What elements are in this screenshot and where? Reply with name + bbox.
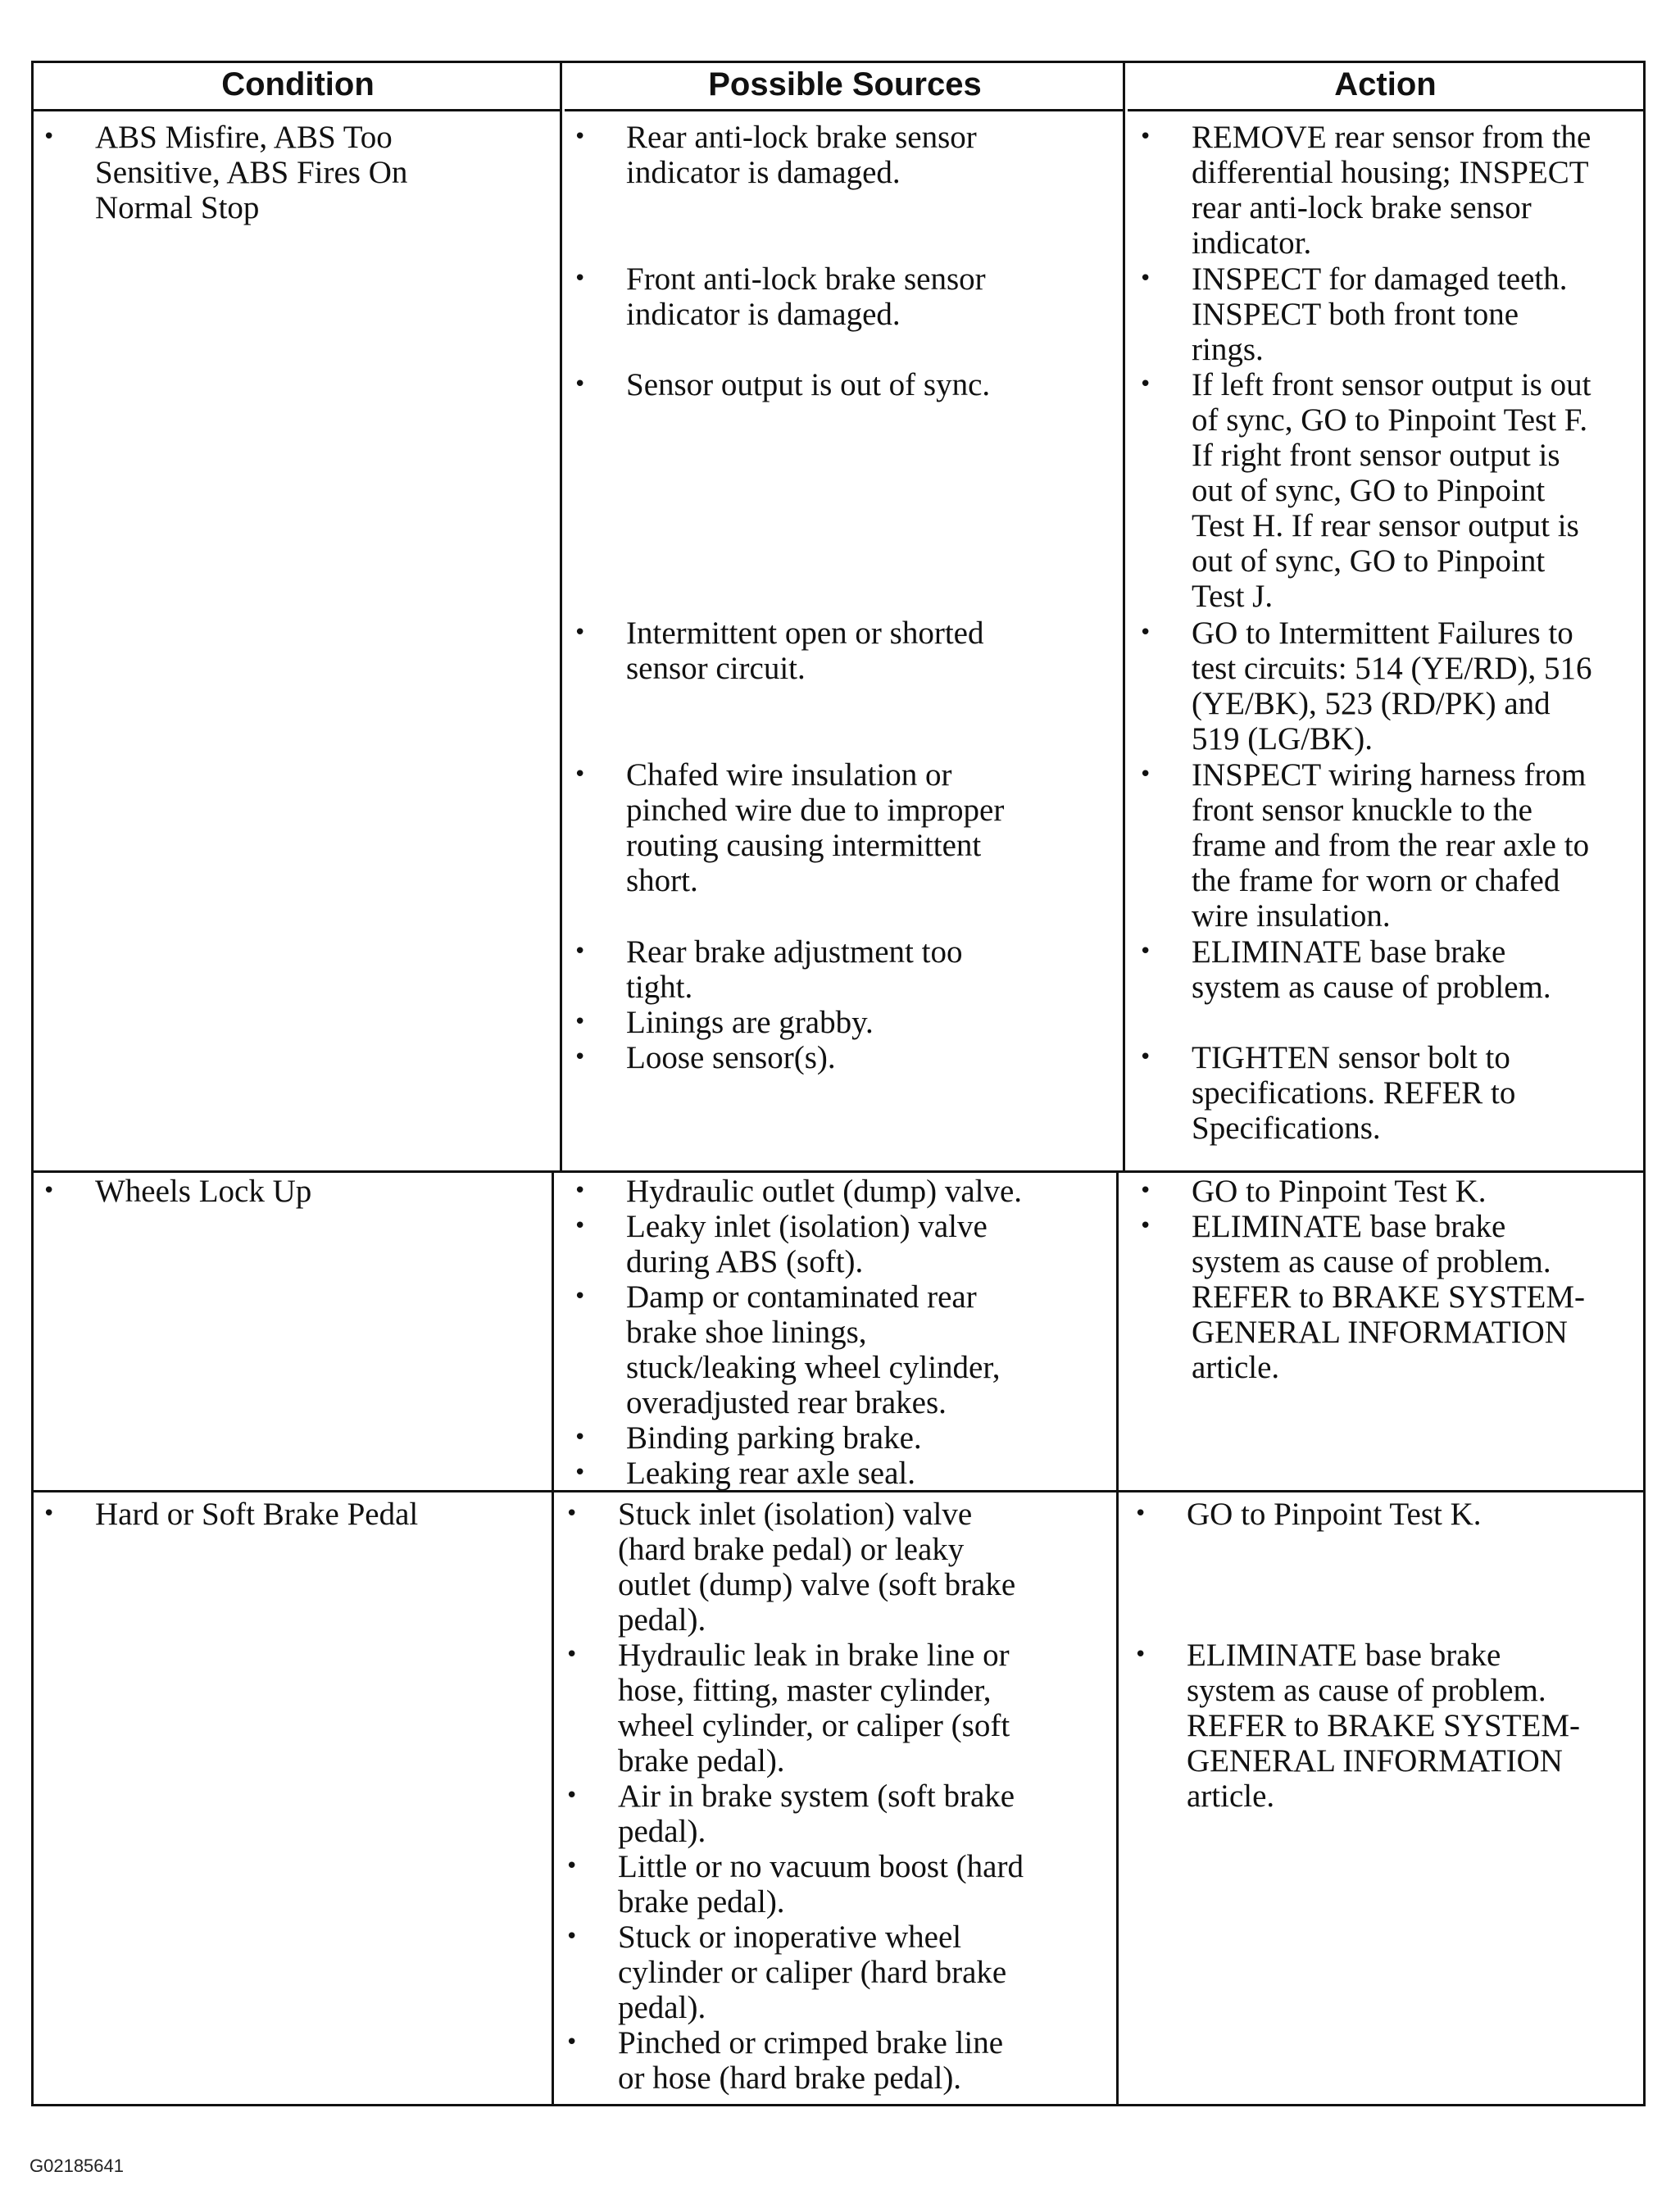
bullet-marker: • xyxy=(574,1461,587,1485)
text-line: Leaky inlet (isolation) valve xyxy=(626,1209,988,1244)
source-item xyxy=(565,1920,1006,2025)
figure-caption: G02185641 xyxy=(30,2156,124,2176)
source-item xyxy=(574,1420,922,1456)
bullet-marker: • xyxy=(574,1425,587,1450)
text-line: brake pedal). xyxy=(618,1884,785,1920)
action-item xyxy=(1139,757,1589,934)
action-item xyxy=(1139,616,1592,756)
text-line: INSPECT wiring harness from xyxy=(1192,757,1587,793)
text-line: Wheels Lock Up xyxy=(95,1174,312,1209)
text-line: tight. xyxy=(626,970,693,1005)
text-line: Intermittent open or shorted xyxy=(626,616,984,651)
bullet-marker: • xyxy=(574,266,587,291)
text-line: GENERAL INFORMATION xyxy=(1187,1743,1563,1779)
text-line: routing causing intermittent xyxy=(626,828,982,863)
text-line: GO to Intermittent Failures to xyxy=(1192,616,1573,651)
bullet-marker: • xyxy=(1134,1502,1147,1526)
text-line: (YE/BK), 523 (RD/PK) and xyxy=(1192,686,1551,721)
source-item xyxy=(574,1279,1001,1420)
bullet-marker: • xyxy=(574,372,587,397)
bullet-marker: • xyxy=(565,1854,579,1879)
text-line: Binding parking brake. xyxy=(626,1420,922,1456)
text-line: out of sync, GO to Pinpoint xyxy=(1192,473,1546,508)
header-possible-sources: Possible Sources xyxy=(565,61,1125,111)
bullet-marker: • xyxy=(574,1045,587,1070)
text-line: ELIMINATE base brake xyxy=(1192,934,1506,970)
text-line: INSPECT both front tone xyxy=(1192,297,1519,332)
text-line: pedal). xyxy=(618,1990,706,2025)
text-line: GENERAL INFORMATION xyxy=(1192,1315,1568,1350)
text-line: front sensor knuckle to the xyxy=(1192,793,1532,828)
source-item xyxy=(565,2025,1003,2096)
text-line: REMOVE rear sensor from the xyxy=(1192,120,1591,155)
text-line: Rear anti-lock brake sensor xyxy=(626,120,977,155)
text-line: If left front sensor output is out xyxy=(1192,367,1591,402)
column-divider-1-lower xyxy=(552,1173,554,2106)
text-line: Test J. xyxy=(1192,579,1274,614)
text-line: REFER to BRAKE SYSTEM- xyxy=(1192,1279,1585,1315)
text-line: Chafed wire insulation or xyxy=(626,757,952,793)
text-line: rings. xyxy=(1192,332,1264,367)
source-item xyxy=(574,1040,836,1075)
bullet-marker: • xyxy=(565,2030,579,2055)
text-line: wheel cylinder, or caliper (soft xyxy=(618,1708,1010,1743)
bullet-marker: • xyxy=(1139,1214,1152,1238)
text-line: If right front sensor output is xyxy=(1192,438,1560,473)
text-line: Hard or Soft Brake Pedal xyxy=(95,1497,419,1532)
text-line: ELIMINATE base brake xyxy=(1187,1638,1501,1673)
condition-item xyxy=(43,120,407,225)
text-line: out of sync, GO to Pinpoint xyxy=(1192,543,1546,579)
bullet-marker: • xyxy=(1139,939,1152,964)
bullet-marker: • xyxy=(574,762,587,787)
bullet-marker: • xyxy=(574,125,587,149)
text-line: Air in brake system (soft brake xyxy=(618,1779,1015,1814)
bullet-marker: • xyxy=(1139,266,1152,291)
action-item xyxy=(1134,1638,1580,1814)
text-line: Front anti-lock brake sensor xyxy=(626,261,986,297)
text-line: article. xyxy=(1192,1350,1280,1385)
source-item xyxy=(565,1849,1024,1920)
text-line: Sensor output is out of sync. xyxy=(626,367,991,402)
condition-item xyxy=(43,1174,311,1209)
condition-item xyxy=(43,1497,418,1532)
action-item xyxy=(1139,1209,1585,1385)
bullet-marker: • xyxy=(1139,372,1152,397)
text-line: GO to Pinpoint Test K. xyxy=(1192,1174,1487,1209)
text-line: test circuits: 514 (YE/RD), 516 xyxy=(1192,651,1592,686)
source-item xyxy=(574,120,977,190)
bullet-marker: • xyxy=(43,125,56,149)
text-line: REFER to BRAKE SYSTEM- xyxy=(1187,1708,1580,1743)
text-line: stuck/leaking wheel cylinder, xyxy=(626,1350,1001,1385)
text-line: Stuck inlet (isolation) valve xyxy=(618,1497,973,1532)
source-item xyxy=(574,1005,874,1040)
text-line: of sync, GO to Pinpoint Test F. xyxy=(1192,402,1588,438)
bullet-marker: • xyxy=(574,1179,587,1203)
text-line: Hydraulic leak in brake line or xyxy=(618,1638,1010,1673)
text-line: system as cause of problem. xyxy=(1187,1673,1546,1708)
bullet-marker: • xyxy=(565,1642,579,1667)
text-line: Damp or contaminated rear xyxy=(626,1279,977,1315)
text-line: Sensitive, ABS Fires On xyxy=(95,155,408,190)
text-line: GO to Pinpoint Test K. xyxy=(1187,1497,1482,1532)
text-line: pedal). xyxy=(618,1814,706,1849)
text-line: article. xyxy=(1187,1779,1275,1814)
text-line: system as cause of problem. xyxy=(1192,970,1551,1005)
bullet-marker: • xyxy=(574,939,587,964)
action-item xyxy=(1139,1174,1487,1209)
source-item xyxy=(565,1497,1015,1638)
column-divider-1-upper xyxy=(560,61,562,1173)
text-line: pedal). xyxy=(618,1602,706,1638)
header-condition: Condition xyxy=(34,61,562,111)
source-item xyxy=(574,1209,988,1279)
text-line: indicator is damaged. xyxy=(626,155,901,190)
source-item xyxy=(574,616,983,686)
text-line: frame and from the rear axle to xyxy=(1192,828,1590,863)
text-line: wire insulation. xyxy=(1192,898,1391,934)
text-line: overadjusted rear brakes. xyxy=(626,1385,947,1420)
text-line: cylinder or caliper (hard brake xyxy=(618,1955,1007,1990)
text-line: rear anti-lock brake sensor xyxy=(1192,190,1532,225)
source-item xyxy=(574,934,962,1005)
text-line: specifications. REFER to xyxy=(1192,1075,1516,1111)
source-item xyxy=(565,1638,1010,1779)
text-line: Test H. If rear sensor output is xyxy=(1192,508,1579,543)
text-line: outlet (dump) valve (soft brake xyxy=(618,1567,1016,1602)
bullet-marker: • xyxy=(1139,620,1152,645)
text-line: short. xyxy=(626,863,698,898)
column-divider-2-upper xyxy=(1123,61,1125,1173)
text-line: indicator. xyxy=(1192,225,1312,261)
bullet-marker: • xyxy=(574,1214,587,1238)
bullet-marker: • xyxy=(565,1924,579,1949)
text-line: pinched wire due to improper xyxy=(626,793,1005,828)
text-line: TIGHTEN sensor bolt to xyxy=(1192,1040,1510,1075)
text-line: hose, fitting, master cylinder, xyxy=(618,1673,992,1708)
bullet-marker: • xyxy=(1134,1642,1147,1667)
bullet-marker: • xyxy=(1139,762,1152,787)
action-item xyxy=(1139,1040,1515,1146)
text-line: Leaking rear axle seal. xyxy=(626,1456,915,1491)
source-item xyxy=(574,1456,915,1491)
header-action: Action xyxy=(1128,61,1643,111)
bullet-marker: • xyxy=(565,1502,579,1526)
text-line: Hydraulic outlet (dump) valve. xyxy=(626,1174,1023,1209)
action-item xyxy=(1139,934,1551,1005)
source-item xyxy=(574,261,986,332)
text-line: (hard brake pedal) or leaky xyxy=(618,1532,965,1567)
bullet-marker: • xyxy=(574,620,587,645)
action-item xyxy=(1139,367,1591,614)
text-line: system as cause of problem. xyxy=(1192,1244,1551,1279)
text-line: 519 (LG/BK). xyxy=(1192,721,1373,756)
bullet-marker: • xyxy=(574,1010,587,1034)
bullet-marker: • xyxy=(1139,1045,1152,1070)
text-line: Stuck or inoperative wheel xyxy=(618,1920,962,1955)
action-item xyxy=(1139,261,1568,367)
bullet-marker: • xyxy=(1139,125,1152,149)
bullet-marker: • xyxy=(574,1284,587,1309)
text-line: Pinched or crimped brake line xyxy=(618,2025,1003,2060)
text-line: ELIMINATE base brake xyxy=(1192,1209,1506,1244)
text-line: during ABS (soft). xyxy=(626,1244,864,1279)
bullet-marker: • xyxy=(1139,1179,1152,1203)
text-line: sensor circuit. xyxy=(626,651,806,686)
bullet-marker: • xyxy=(565,1783,579,1808)
row-divider-1 xyxy=(31,1170,1646,1173)
text-line: Specifications. xyxy=(1192,1111,1381,1146)
text-line: indicator is damaged. xyxy=(626,297,901,332)
text-line: Little or no vacuum boost (hard xyxy=(618,1849,1024,1884)
action-item xyxy=(1139,120,1591,261)
source-item xyxy=(574,367,990,402)
text-line: or hose (hard brake pedal). xyxy=(618,2060,962,2096)
text-line: Rear brake adjustment too xyxy=(626,934,963,970)
text-line: differential housing; INSPECT xyxy=(1192,155,1589,190)
text-line: ABS Misfire, ABS Too xyxy=(95,120,393,155)
text-line: Loose sensor(s). xyxy=(626,1040,836,1075)
source-item xyxy=(574,1174,1022,1209)
action-item xyxy=(1134,1497,1482,1532)
text-line: Normal Stop xyxy=(95,190,260,225)
source-item xyxy=(574,757,1004,898)
source-item xyxy=(565,1779,1015,1849)
text-line: brake pedal). xyxy=(618,1743,785,1779)
text-line: the frame for worn or chafed xyxy=(1192,863,1560,898)
text-line: INSPECT for damaged teeth. xyxy=(1192,261,1568,297)
text-line: Linings are grabby. xyxy=(626,1005,874,1040)
bullet-marker: • xyxy=(43,1502,56,1526)
bullet-marker: • xyxy=(43,1179,56,1203)
text-line: brake shoe linings, xyxy=(626,1315,867,1350)
column-divider-2-lower xyxy=(1116,1173,1119,2106)
